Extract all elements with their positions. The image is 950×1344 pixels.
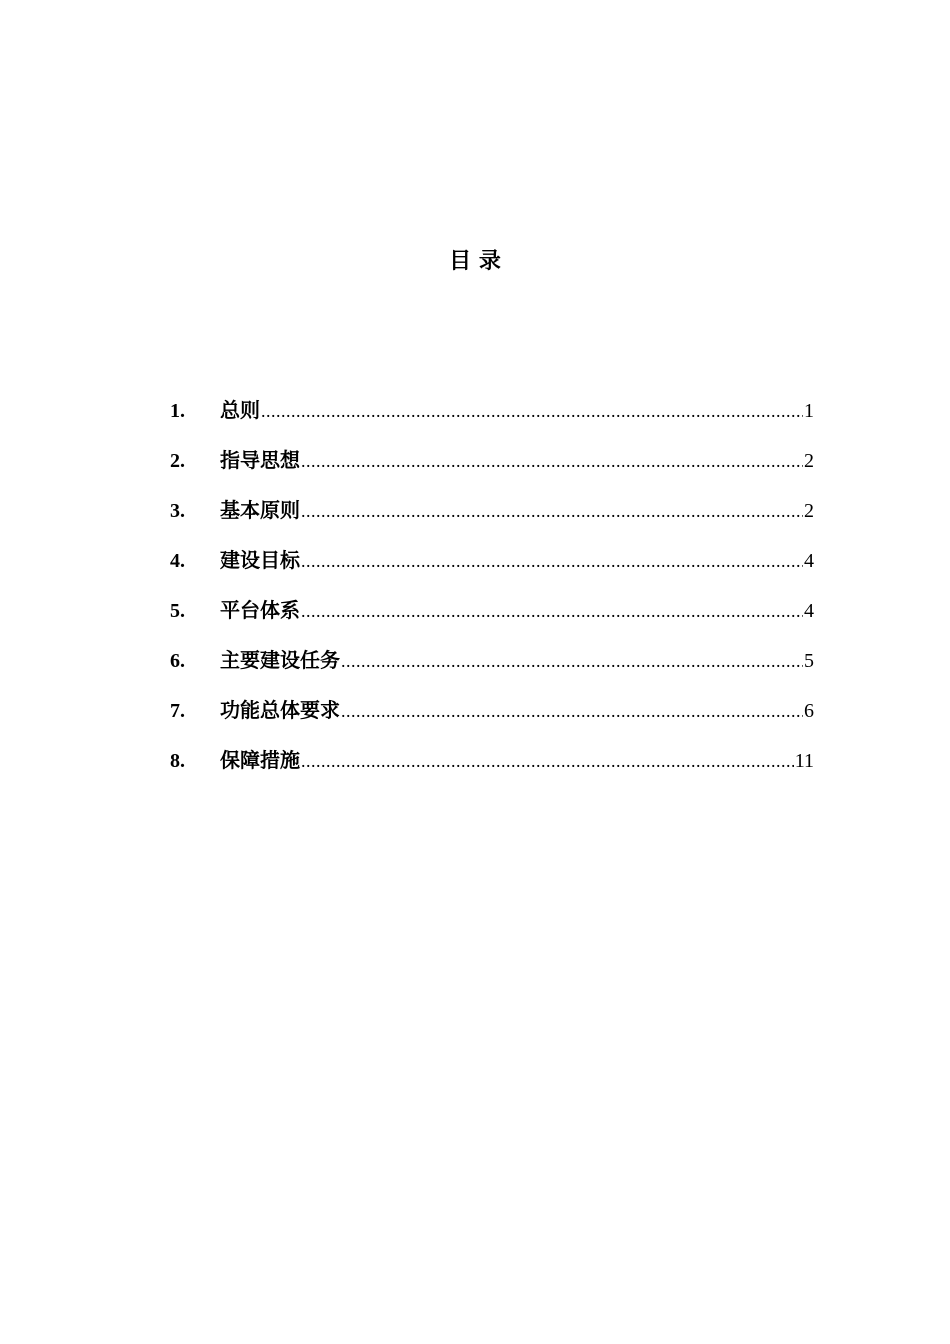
toc-dot-leader [301, 443, 803, 479]
toc-entry-number: 8. [170, 750, 185, 772]
toc-entry-page: 4 [804, 550, 814, 572]
toc-entry-label: 平台体系 [220, 598, 300, 622]
toc-entry-page: 2 [804, 450, 814, 472]
toc-dot-leader [301, 593, 803, 629]
toc-dot-leader [301, 543, 803, 579]
toc-entry-number: 4. [170, 550, 185, 572]
toc-entry[interactable] [170, 692, 814, 742]
toc-dot-leader [261, 393, 803, 429]
toc-entry-page: 11 [794, 750, 814, 772]
toc-dot-leader [341, 643, 803, 679]
toc-entry-page: 4 [804, 600, 814, 622]
toc-entry[interactable] [170, 592, 814, 642]
toc-entry-label: 保障措施 [220, 748, 300, 772]
toc-entry-number: 3. [170, 500, 185, 522]
toc-dot-leader [301, 493, 803, 529]
toc-entry-number: 6. [170, 650, 185, 672]
toc-entry-page: 2 [804, 500, 814, 522]
toc-entry-label: 总则 [220, 398, 260, 422]
toc-entry-number: 1. [170, 400, 185, 422]
toc-entry[interactable] [170, 442, 814, 492]
toc-entry-label: 指导思想 [220, 448, 300, 472]
toc-entry-label: 主要建设任务 [220, 648, 340, 672]
toc-entry-number: 5. [170, 600, 185, 622]
toc-dot-leader [301, 743, 794, 779]
toc-entry-label: 基本原则 [220, 498, 300, 522]
toc-list [170, 392, 814, 792]
toc-entry[interactable] [170, 542, 814, 592]
toc-entry-page: 5 [804, 650, 814, 672]
toc-dot-leader [341, 693, 803, 729]
toc-entry[interactable] [170, 742, 814, 792]
toc-entry-label: 建设目标 [220, 548, 300, 572]
toc-entry-number: 2. [170, 450, 185, 472]
toc-entry-number: 7. [170, 700, 185, 722]
toc-entry[interactable] [170, 492, 814, 542]
toc-entry-page: 6 [804, 700, 814, 722]
toc-entry-page: 1 [804, 400, 814, 422]
toc-title: 目 录 [449, 248, 501, 274]
toc-entry[interactable] [170, 392, 814, 442]
toc-entry-label: 功能总体要求 [220, 698, 340, 722]
toc-entry[interactable] [170, 642, 814, 692]
